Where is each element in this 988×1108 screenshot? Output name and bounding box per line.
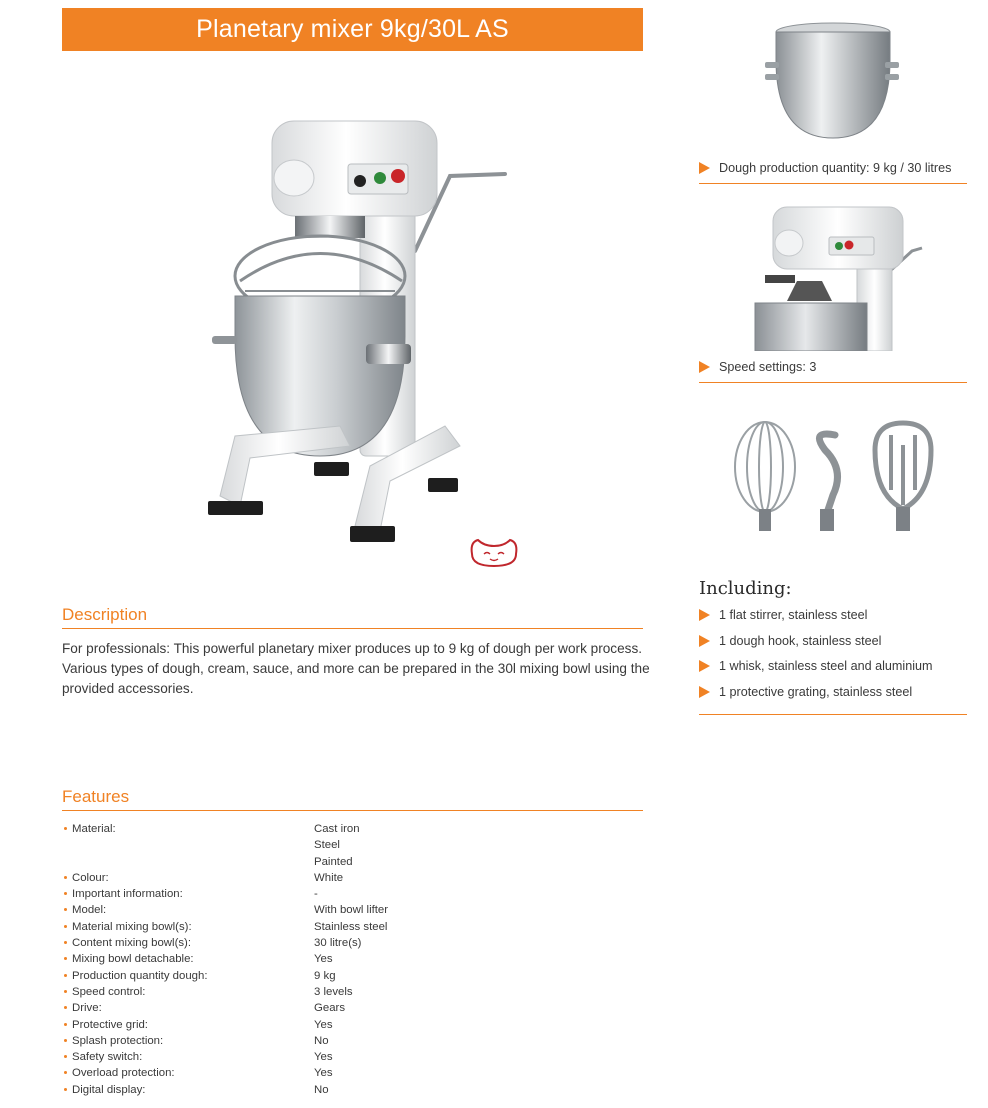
feature-values [314,821,643,870]
including-item-text: 1 protective grating, stainless steel [719,684,913,699]
orange-triangle-icon [699,660,710,672]
feature-row [62,1082,643,1098]
feature-values [314,1000,643,1016]
orange-triangle-icon [699,162,710,174]
feature-row [62,902,643,918]
feature-values [314,919,643,935]
features-heading-text: Features [62,787,130,806]
description-text: For professionals: This powerful planetary mixer produces up to 9 kg of dough per work process. Various types of dough, cream, sauce, and more can be prepared in the 30l mixing bowl using the provided accessories. [62,641,650,696]
feature-key: Colour: [62,870,314,886]
feature-key: Production quantity dough: [62,968,314,984]
feature-key: Overload protection: [62,1065,314,1081]
feature-row [62,919,643,935]
feature-row [62,1017,643,1033]
cat-face-logo-icon [472,540,517,566]
feature-row [62,1065,643,1081]
feature-key: Important information: [62,886,314,902]
feature-value: 9 kg [314,969,336,982]
description-heading-text: Description [62,605,148,624]
feature-value: No [314,1034,329,1047]
feature-row [62,968,643,984]
whisk-icon [735,422,795,531]
feature-key: Protective grid: [62,1017,314,1033]
caption-speed-settings [699,358,967,383]
page-title-text: Planetary mixer 9kg/30L AS [196,15,509,43]
feature-row [62,1049,643,1065]
dough-hook-icon [819,434,837,531]
feature-key: Mixing bowl detachable: [62,951,314,967]
feature-row [62,886,643,902]
feature-row [62,821,643,870]
including-item [699,683,967,709]
feature-row [62,1033,643,1049]
feature-key: Model: [62,902,314,918]
feature-value: Yes [314,953,333,966]
feature-values [314,1017,643,1033]
feature-value: Stainless steel [314,920,388,933]
feature-value: 3 levels [314,985,353,998]
feature-value: Steel [314,839,340,852]
description-heading [62,604,643,629]
feature-key: Drive: [62,1000,314,1016]
feature-key: Speed control: [62,984,314,1000]
feature-row [62,1000,643,1016]
feature-value: Yes [314,1018,333,1031]
feature-row [62,951,643,967]
feature-row [62,870,643,886]
including-item-text: 1 whisk, stainless steel and aluminium [719,659,933,673]
feature-value: With bowl lifter [314,904,389,917]
caption-text: Dough production quantity: 9 kg / 30 litres [719,161,952,175]
including-list [699,606,967,715]
including-title: Including: [699,578,792,599]
feature-value: No [314,1083,329,1096]
orange-triangle-icon [699,635,710,647]
feature-values [314,1082,643,1098]
feature-values [314,1033,643,1049]
caption-dough-quantity [699,159,967,184]
feature-key: Content mixing bowl(s): [62,935,314,951]
orange-triangle-icon [699,686,710,698]
including-item-text: 1 flat stirrer, stainless steel [719,608,868,622]
mixing-bowl-image [757,10,909,150]
feature-values [314,1065,643,1081]
features-table [62,821,643,1098]
feature-values [314,886,643,902]
feature-value: - [314,888,318,901]
caption-text: Speed settings: 3 [719,360,817,374]
including-item [699,606,967,632]
feature-row [62,935,643,951]
feature-value: White [314,871,344,884]
features-heading [62,786,643,811]
flat-stirrer-icon [875,423,931,531]
including-item [699,632,967,658]
feature-key: Material: [62,821,314,837]
including-item [699,657,967,683]
feature-value: 30 litre(s) [314,937,362,950]
orange-triangle-icon [699,609,710,621]
page-title [62,8,643,51]
feature-key: Material mixing bowl(s): [62,919,314,935]
feature-values [314,968,643,984]
feature-values [314,951,643,967]
feature-values [314,902,643,918]
including-item-text: 1 dough hook, stainless steel [719,633,882,648]
feature-row [62,984,643,1000]
feature-values [314,935,643,951]
feature-values [314,870,643,886]
mixer-head-image [737,203,930,351]
feature-key: Digital display: [62,1082,314,1098]
accessories-image [715,405,953,546]
main-product-image [190,86,518,576]
feature-values [314,1049,643,1065]
feature-values [314,984,643,1000]
feature-value: Yes [314,1067,333,1080]
feature-value: Cast iron [314,823,360,835]
feature-value: Yes [314,1051,333,1064]
feature-value: Painted [314,855,353,868]
feature-key: Splash protection: [62,1033,314,1049]
feature-value: Gears [314,1002,346,1015]
feature-key: Safety switch: [62,1049,314,1065]
orange-triangle-icon [699,361,710,373]
